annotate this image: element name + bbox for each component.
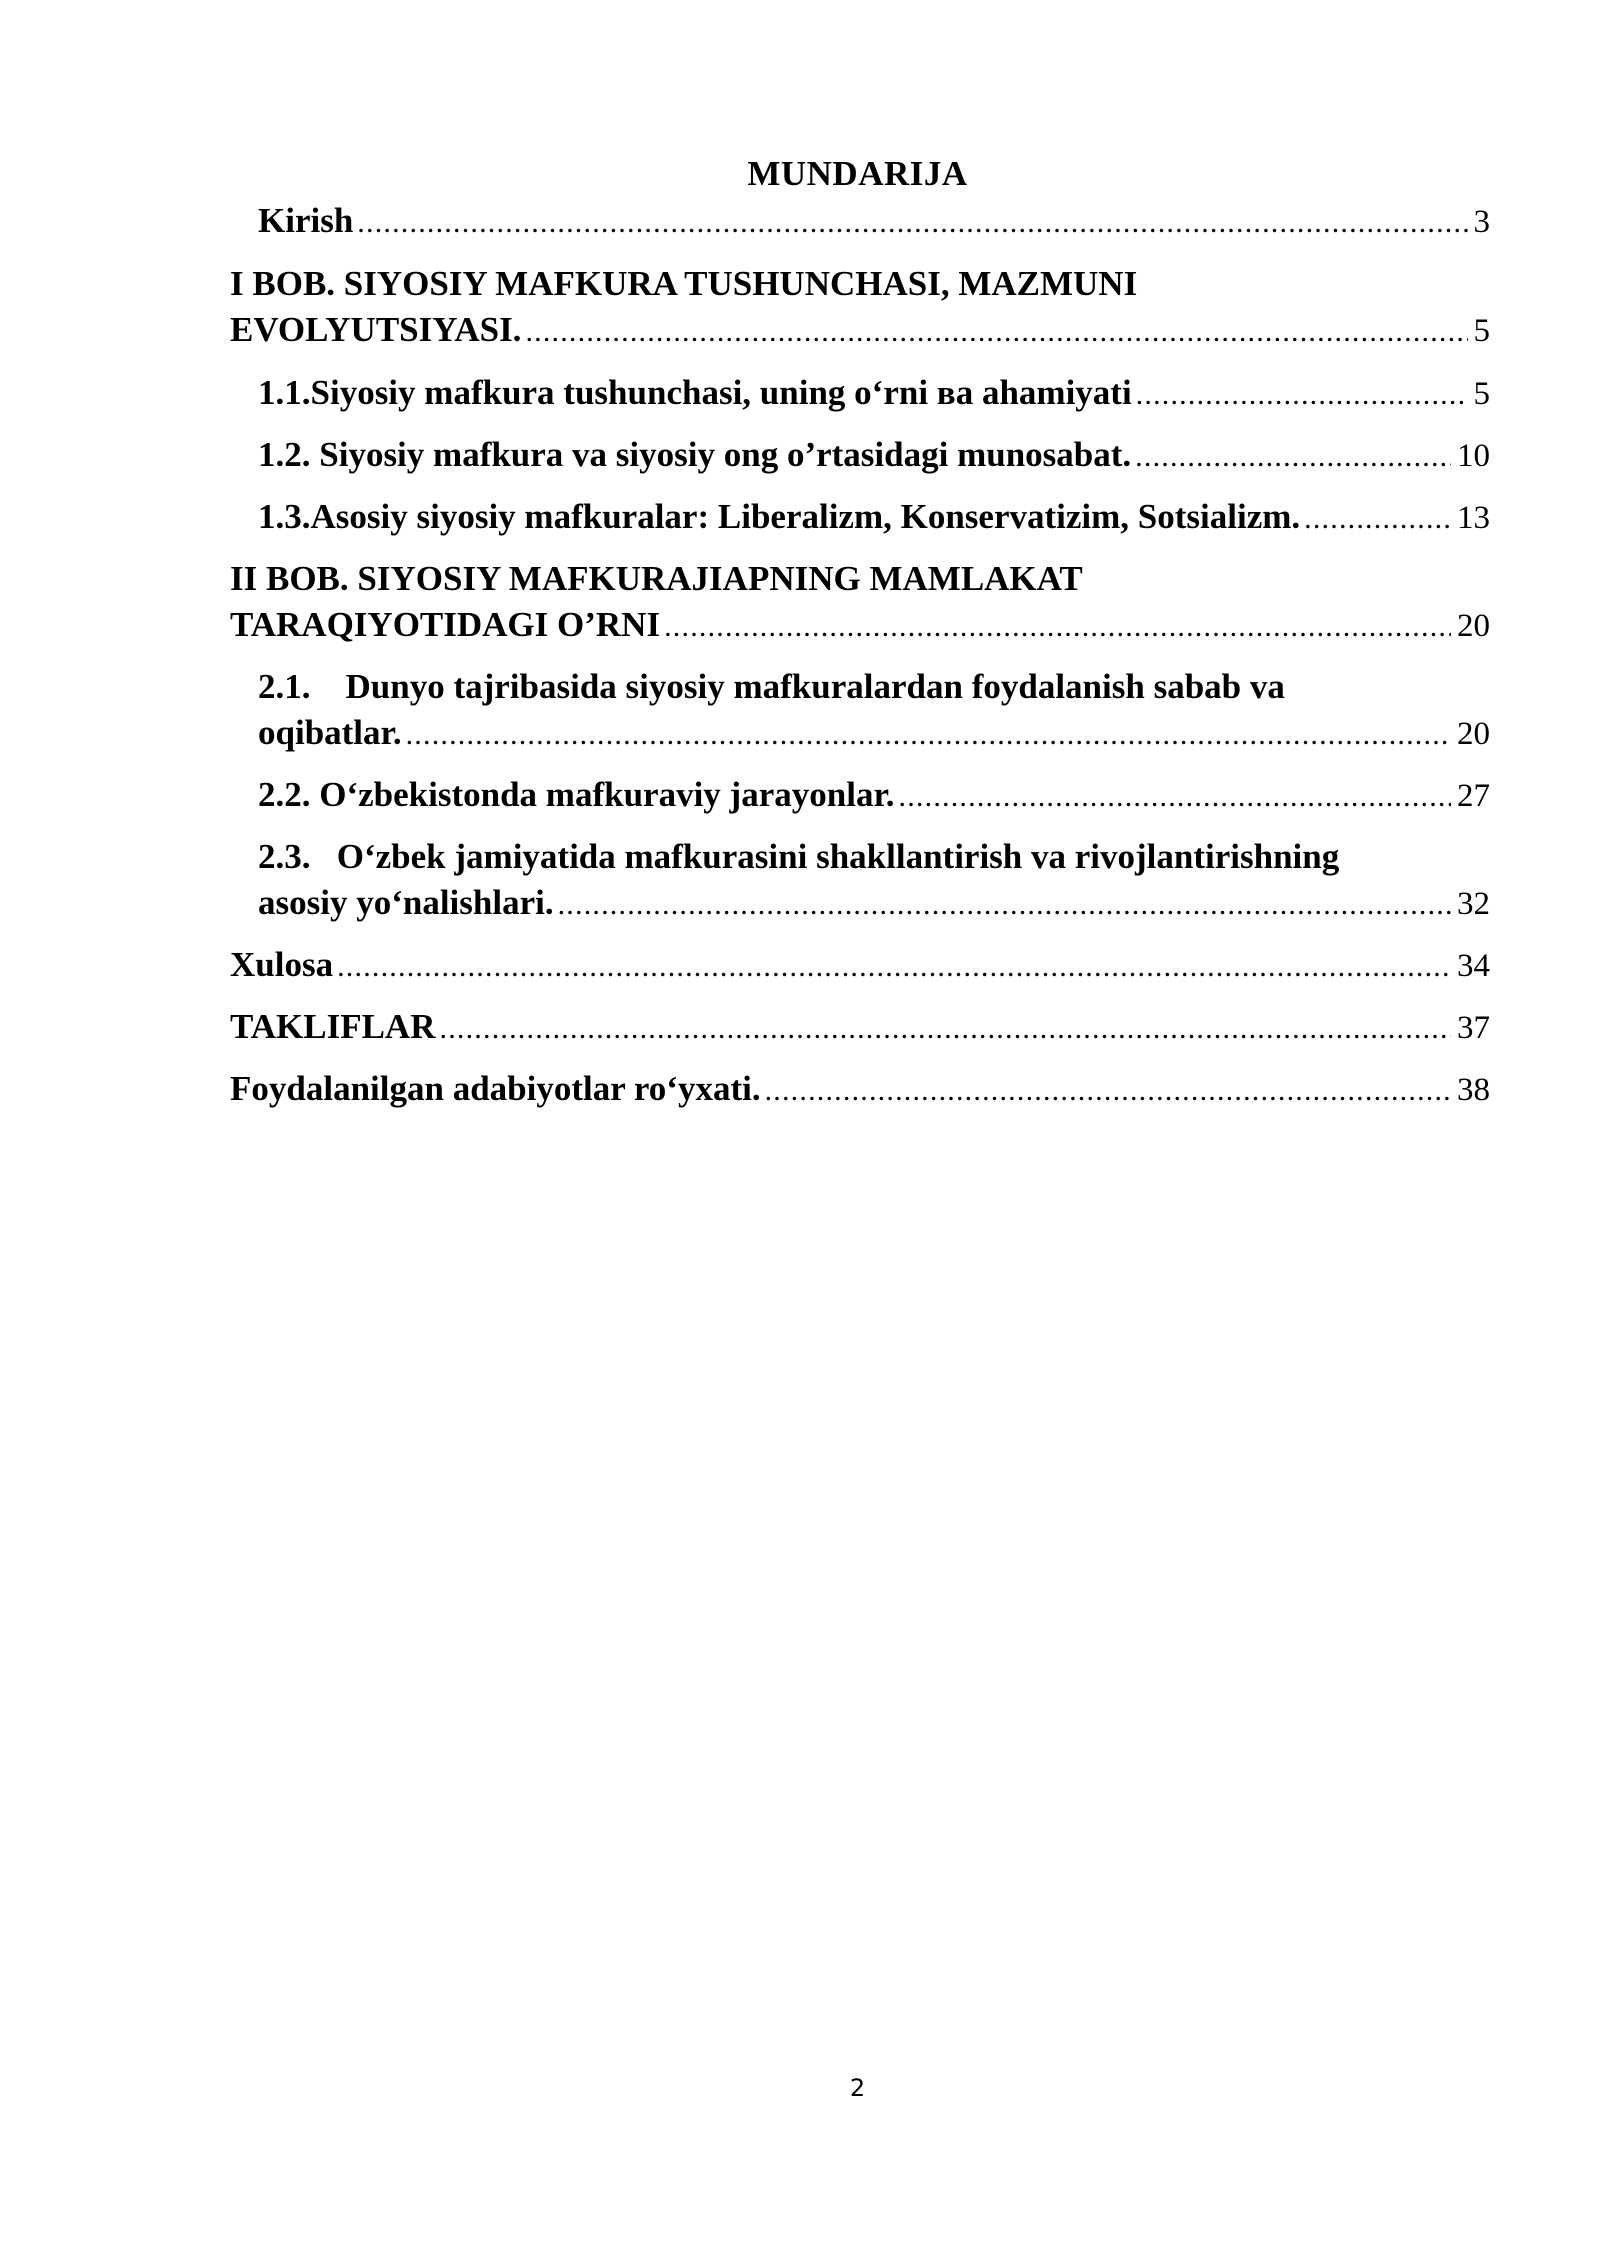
toc-entry-section-1-1[interactable] <box>230 370 1490 418</box>
toc-page-number: 37 <box>1457 1010 1490 1046</box>
toc-entry-section-1-3[interactable] <box>230 494 1490 542</box>
toc-entry-section-2-2[interactable] <box>230 772 1490 820</box>
toc-entry-label: Xulosa <box>230 945 334 984</box>
toc-entry-label-continued: asosiy yo‘nalishlari. <box>258 883 554 922</box>
dot-leader <box>440 1006 1452 1052</box>
toc-entry-label: 1.1.Siyosiy mafkura tushunchasi, uning o‘rni ва ahamiyati <box>258 373 1132 412</box>
toc-entry-intro[interactable] <box>230 198 1490 246</box>
toc-entry-label: 2.2. O‘zbekistonda mafkuraviy jarayonlar. <box>258 775 895 814</box>
dot-leader <box>1136 372 1468 418</box>
toc-entry-label: Kirish <box>258 201 354 240</box>
toc-entry-label-continued: oqibatlar. <box>258 713 402 752</box>
toc-entry-label-continued: EVOLYUTSIYASI. <box>230 310 522 349</box>
dot-leader <box>765 1068 1451 1114</box>
toc-page-number: 13 <box>1457 500 1490 536</box>
dot-leader <box>357 200 1467 246</box>
toc-page-number: 27 <box>1457 778 1490 814</box>
toc-entry-label: 2.3. O‘zbek jamiyatida mafkurasini shakllantirish va rivojlantirishning <box>258 837 1340 876</box>
toc-page-number: 32 <box>1457 886 1490 922</box>
toc-entry-label: Foydalanilgan adabiyotlar ro‘yxati. <box>230 1069 761 1108</box>
toc-entry-label-continued: TARAQIYOTIDAGI O’RNI <box>230 605 661 644</box>
toc-page-number: 10 <box>1457 438 1490 474</box>
toc-entry-label: 1.2. Siyosiy mafkura va siyosiy ong o’rtasidagi munosabat. <box>258 435 1132 474</box>
dot-leader <box>337 944 1451 990</box>
toc-page-number: 34 <box>1457 948 1490 984</box>
toc-entry-label: I BOB. SIYOSIY MAFKURA TUSHUNCHASI, MAZMUNI <box>230 264 1138 303</box>
toc-entry-section-2-1[interactable] <box>230 664 1490 758</box>
dot-leader <box>1304 496 1451 542</box>
dot-leader <box>525 309 1467 355</box>
toc-entry-section-2-3[interactable] <box>230 834 1490 928</box>
dot-leader <box>1135 434 1451 480</box>
toc-entry-conclusion[interactable] <box>230 942 1490 990</box>
dot-leader <box>664 604 1451 650</box>
toc-entry-chapter-1[interactable] <box>230 261 1490 355</box>
table-of-contents <box>230 198 1490 1114</box>
page-number-footer: 2 <box>849 2074 866 2102</box>
toc-entry-proposals[interactable] <box>230 1004 1490 1052</box>
toc-page-number: 3 <box>1473 204 1490 240</box>
dot-leader <box>406 712 1451 758</box>
toc-page-number: 20 <box>1457 716 1490 752</box>
toc-entry-label: II BOB. SIYOSIY MAFKURAJIAPNING MAMLAKAT <box>230 559 1083 598</box>
toc-page-number: 5 <box>1473 313 1490 349</box>
toc-page-number: 38 <box>1457 1072 1490 1108</box>
toc-entry-label: 2.1. Dunyo tajribasida siyosiy mafkuralardan foydalanish sabab va <box>258 667 1285 706</box>
toc-entry-label: TAKLIFLAR <box>230 1007 436 1046</box>
dot-leader <box>558 882 1451 928</box>
dot-leader <box>899 774 1451 820</box>
page-title: MUNDARIJA <box>747 154 968 193</box>
toc-entry-label: 1.3.Asosiy siyosiy mafkuralar: Liberalizm, Konservatizim, Sotsializm. <box>258 497 1301 536</box>
toc-entry-chapter-2[interactable] <box>230 556 1490 650</box>
toc-entry-section-1-2[interactable] <box>230 432 1490 480</box>
toc-entry-references[interactable] <box>230 1066 1490 1114</box>
toc-page-number: 20 <box>1457 608 1490 644</box>
toc-page-number: 5 <box>1473 376 1490 412</box>
